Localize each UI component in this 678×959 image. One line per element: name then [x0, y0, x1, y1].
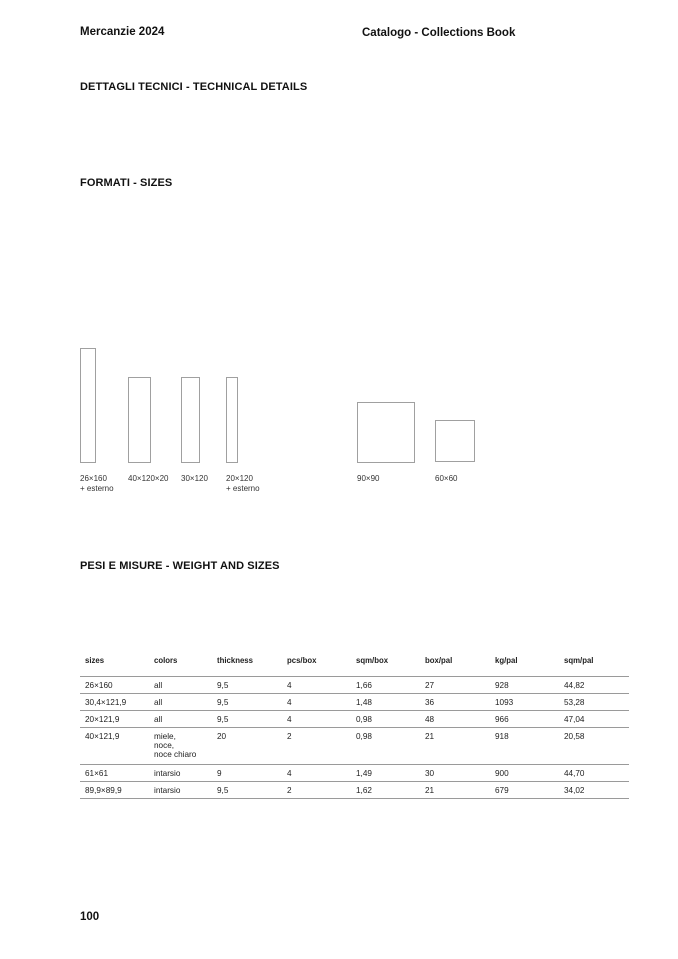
- cell-sqm-pal: 53,28: [559, 694, 629, 711]
- sizes-title: FORMATI - SIZES: [80, 177, 173, 189]
- cell-kg-pal: 900: [490, 765, 559, 782]
- cell-sizes: 89,9×89,9: [80, 782, 149, 799]
- cell-sqm-box: 0,98: [351, 728, 420, 765]
- format-label: [357, 474, 379, 484]
- format-label: [181, 474, 208, 484]
- column-header: thickness: [217, 656, 253, 665]
- cell-box-pal: 21: [420, 782, 490, 799]
- cell-pcs-box: 4: [282, 711, 351, 728]
- weight-sizes-title: PESI E MISURE - WEIGHT AND SIZES: [80, 560, 280, 572]
- cell-box-pal: 21: [420, 728, 490, 765]
- table-row: [80, 782, 629, 799]
- cell-sizes: 30,4×121,9: [80, 694, 149, 711]
- table-row: [80, 765, 629, 782]
- cell-pcs-box: 4: [282, 765, 351, 782]
- format-tile-90x90: [357, 402, 415, 463]
- header-left-title: Mercanzie 2024: [80, 26, 165, 38]
- table-row: [80, 677, 629, 694]
- table-row: [80, 728, 629, 765]
- column-header: pcs/box: [287, 656, 317, 665]
- cell-kg-pal: 928: [490, 677, 559, 694]
- cell-sqm-box: 1,62: [351, 782, 420, 799]
- cell-box-pal: 36: [420, 694, 490, 711]
- format-label-line: 60×60: [435, 474, 458, 483]
- cell-kg-pal: 679: [490, 782, 559, 799]
- format-label: [226, 474, 260, 493]
- cell-box-pal: 48: [420, 711, 490, 728]
- cell-sqm-pal: 44,82: [559, 677, 629, 694]
- format-label-line: 20×120: [226, 474, 253, 483]
- cell-sizes: 20×121,9: [80, 711, 149, 728]
- column-header: sqm/box: [356, 656, 389, 665]
- cell-colors: [149, 782, 212, 799]
- format-tile-30x120: [181, 377, 200, 463]
- table-header-row: [80, 656, 629, 677]
- column-header: colors: [154, 656, 178, 665]
- cell-sqm-box: 1,49: [351, 765, 420, 782]
- table-row: [80, 711, 629, 728]
- format-label: [80, 474, 114, 493]
- column-header: box/pal: [425, 656, 453, 665]
- cell-thickness: 9,5: [212, 694, 282, 711]
- color-name: noce chiaro: [154, 750, 197, 759]
- format-tile-26x160: [80, 348, 96, 463]
- page-number: 100: [80, 911, 100, 923]
- format-label-line: + esterno: [226, 483, 260, 493]
- color-name: intarsio: [154, 769, 181, 778]
- color-name: miele,: [154, 732, 176, 741]
- cell-pcs-box: 2: [282, 728, 351, 765]
- header-right-title: Catalogo - Collections Book: [362, 27, 516, 39]
- format-label: [435, 474, 457, 484]
- technical-details-title: DETTAGLI TECNICI - TECHNICAL DETAILS: [80, 81, 308, 93]
- cell-sizes: 40×121,9: [80, 728, 149, 765]
- cell-kg-pal: 918: [490, 728, 559, 765]
- cell-colors: [149, 711, 212, 728]
- cell-pcs-box: 4: [282, 677, 351, 694]
- cell-colors: [149, 694, 212, 711]
- format-tile-40x120x20: [128, 377, 151, 463]
- cell-sqm-box: 1,66: [351, 677, 420, 694]
- cell-thickness: 9,5: [212, 711, 282, 728]
- cell-sizes: 61×61: [80, 765, 149, 782]
- cell-sqm-pal: 34,02: [559, 782, 629, 799]
- color-name: intarsio: [154, 786, 181, 795]
- color-name: all: [154, 698, 163, 707]
- cell-thickness: 9,5: [212, 677, 282, 694]
- cell-colors: [149, 765, 212, 782]
- cell-kg-pal: 1093: [490, 694, 559, 711]
- format-label-line: 90×90: [357, 474, 380, 483]
- weight-sizes-table: [80, 656, 629, 799]
- format-tile-60x60: [435, 420, 475, 462]
- cell-box-pal: 30: [420, 765, 490, 782]
- color-name: all: [154, 715, 163, 724]
- color-name: noce,: [154, 741, 175, 750]
- cell-thickness: 9: [212, 765, 282, 782]
- format-label-line: + esterno: [80, 483, 114, 493]
- cell-sqm-pal: 20,58: [559, 728, 629, 765]
- column-header: kg/pal: [495, 656, 518, 665]
- cell-pcs-box: 4: [282, 694, 351, 711]
- cell-box-pal: 27: [420, 677, 490, 694]
- column-header: sqm/pal: [564, 656, 594, 665]
- cell-thickness: 20: [212, 728, 282, 765]
- cell-thickness: 9,5: [212, 782, 282, 799]
- cell-colors: [149, 728, 212, 765]
- cell-kg-pal: 966: [490, 711, 559, 728]
- column-header: sizes: [85, 656, 105, 665]
- cell-sqm-pal: 44,70: [559, 765, 629, 782]
- format-label: [128, 474, 169, 484]
- color-name: all: [154, 681, 163, 690]
- cell-sqm-box: 0,98: [351, 711, 420, 728]
- format-label-line: 40×120×20: [128, 474, 169, 483]
- cell-sqm-pal: 47,04: [559, 711, 629, 728]
- format-label-line: 26×160: [80, 474, 107, 483]
- format-label-line: 30×120: [181, 474, 208, 483]
- cell-sizes: 26×160: [80, 677, 149, 694]
- format-tile-20x120: [226, 377, 238, 463]
- cell-colors: [149, 677, 212, 694]
- cell-pcs-box: 2: [282, 782, 351, 799]
- table-row: [80, 694, 629, 711]
- cell-sqm-box: 1,48: [351, 694, 420, 711]
